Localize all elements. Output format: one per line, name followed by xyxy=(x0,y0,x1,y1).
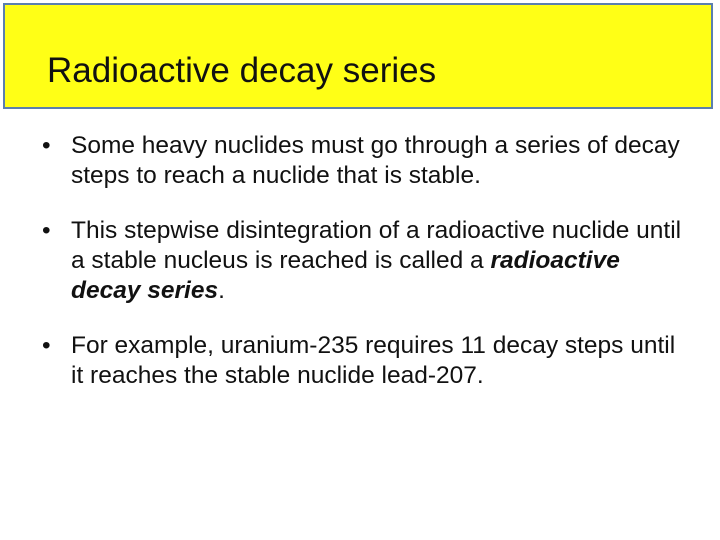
bullet-marker: • xyxy=(42,217,51,244)
bullet-text: For example, uranium-235 requires 11 decay steps until it reaches the stable nuclide lead-207. xyxy=(71,332,676,389)
bullet-list xyxy=(42,131,682,416)
bullet-marker: • xyxy=(42,132,51,159)
bullet-text-end: . xyxy=(218,277,225,304)
bullet-text: This stepwise disintegration of a radioactive nuclide until a stable nucleus is reached is called a xyxy=(71,217,682,274)
bullet-text: Some heavy nuclides must go through a series of decay steps to reach a nuclide that is stable. xyxy=(71,132,680,189)
bullet-item xyxy=(42,331,682,391)
bullet-item xyxy=(42,216,682,306)
bullet-marker: • xyxy=(42,332,51,359)
slide-title: Radioactive decay series xyxy=(47,51,437,90)
title-banner xyxy=(3,3,713,109)
bullet-item xyxy=(42,131,682,191)
bullet-emphasis: radioactive decay series xyxy=(71,247,620,304)
